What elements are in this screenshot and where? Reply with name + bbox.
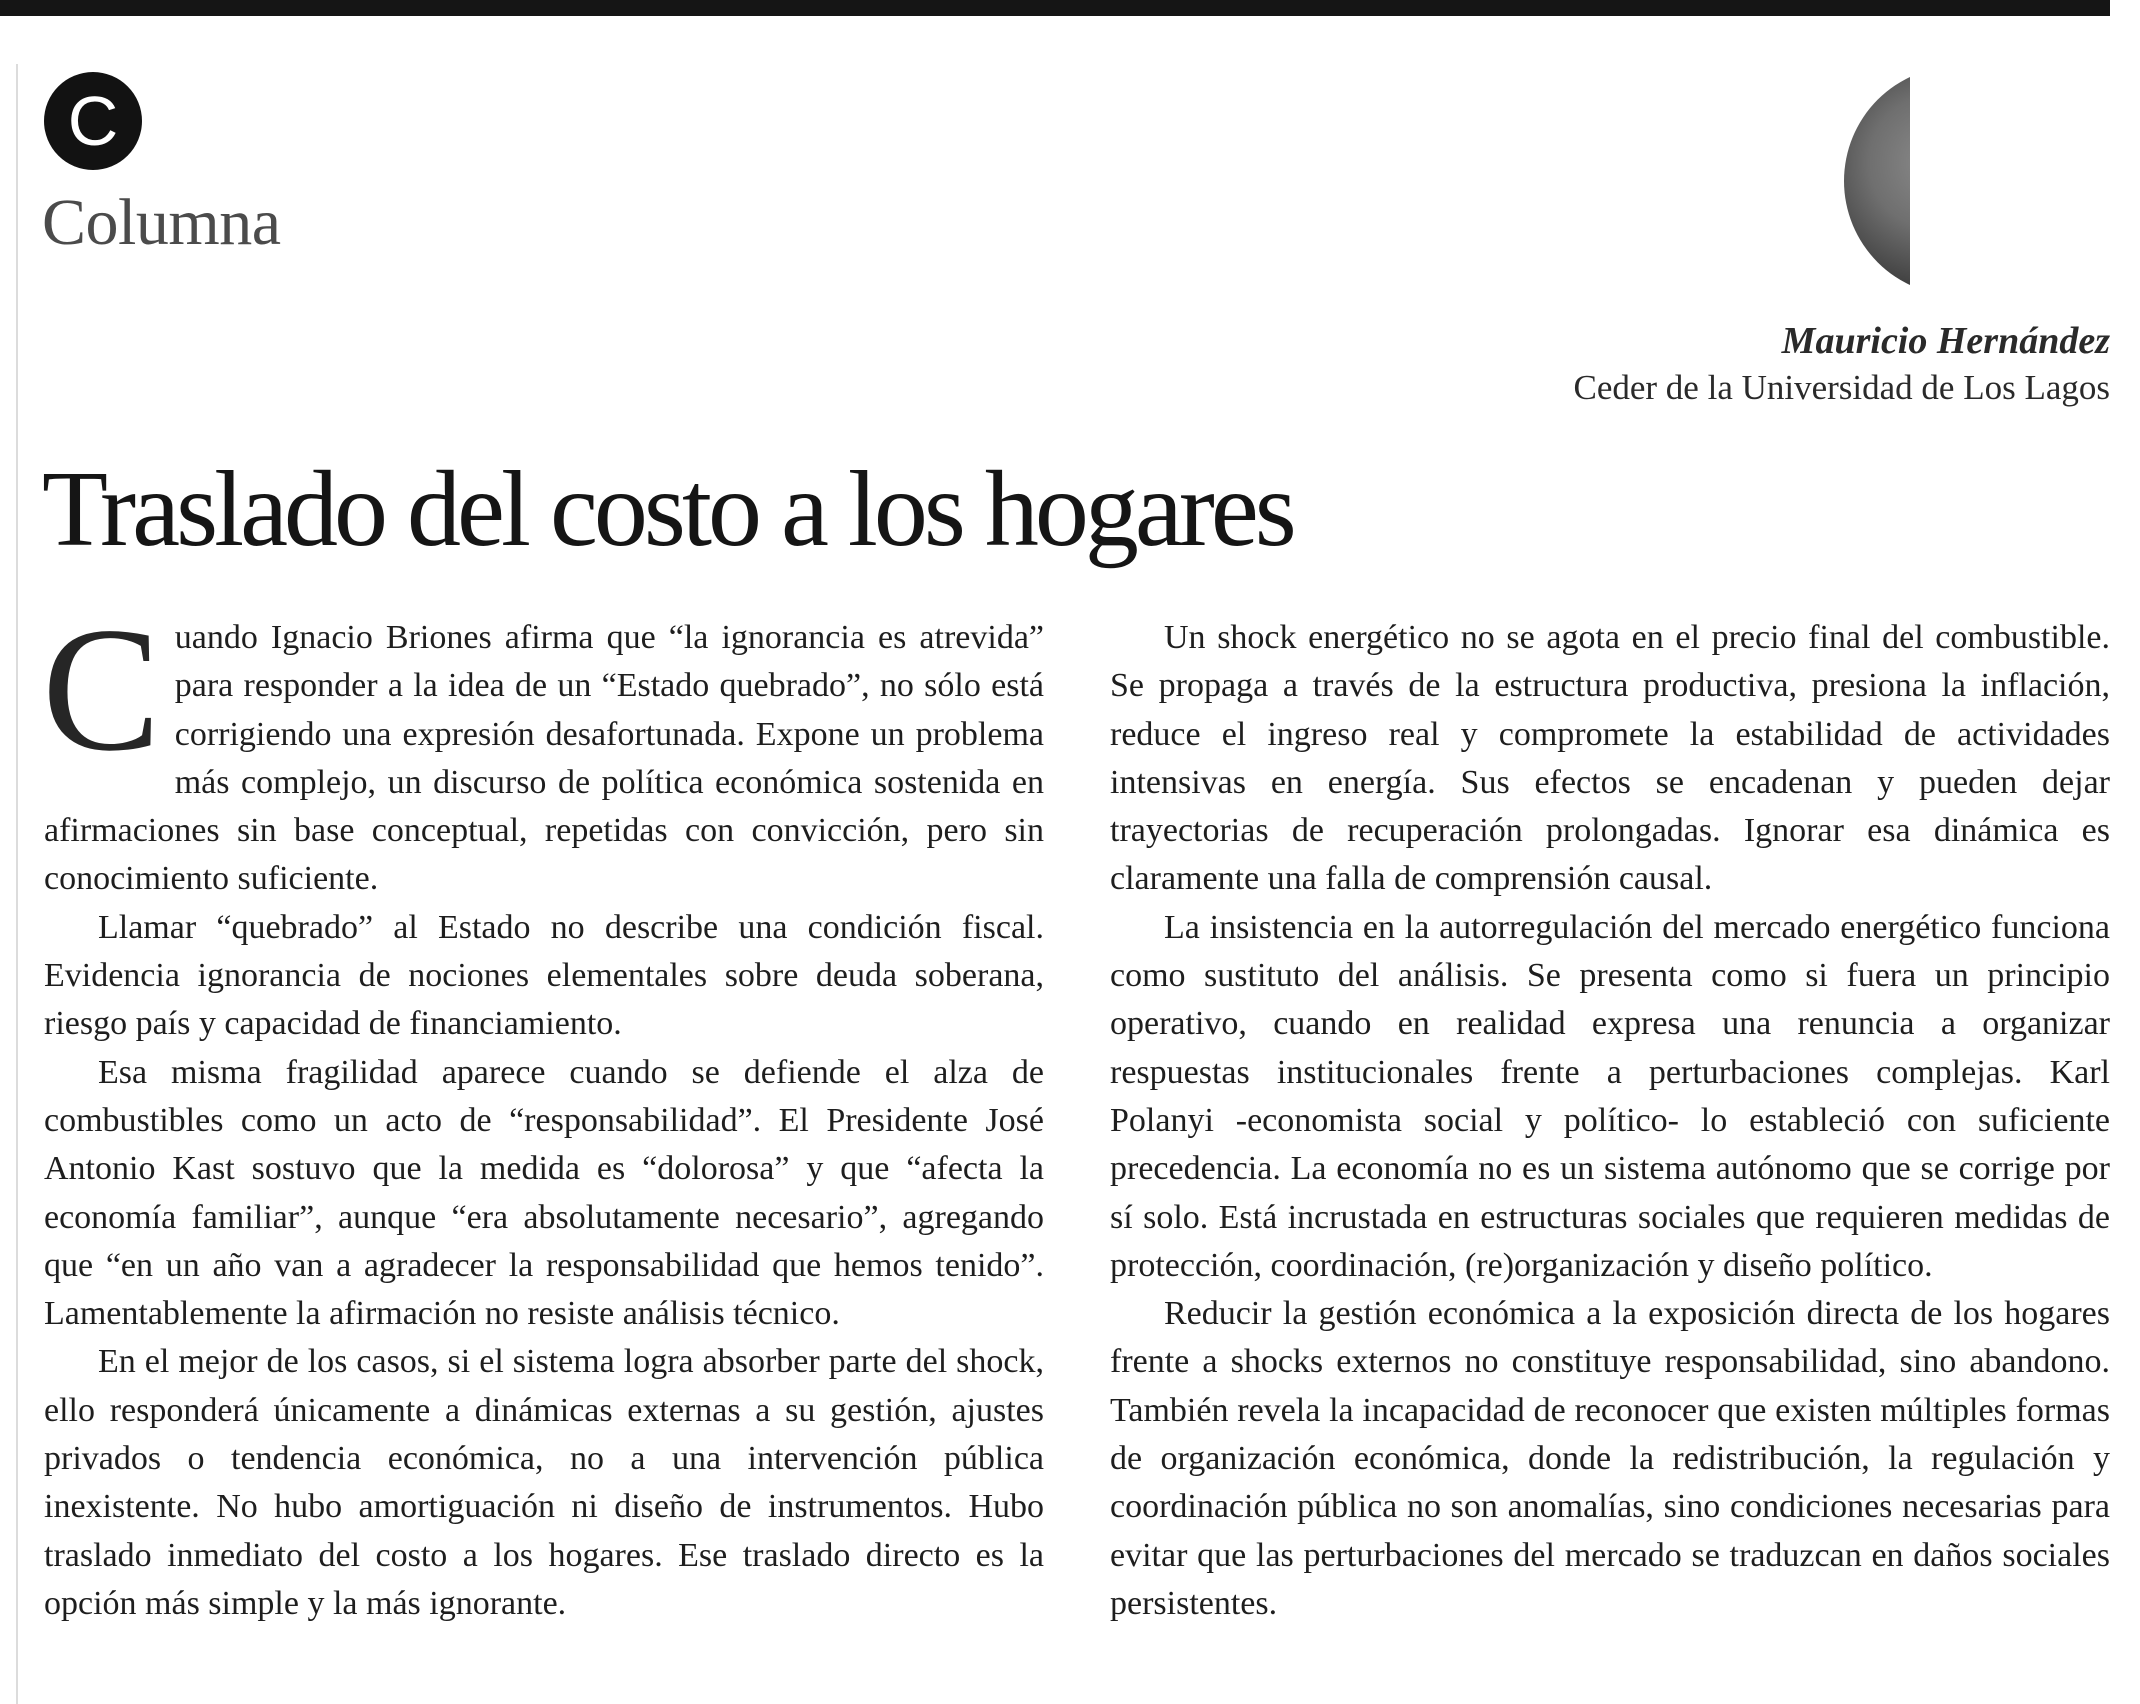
paragraph-text: uando Ignacio Briones afirma que “la ignorancia es atrevida” para responder a la idea de un “Estado quebrado”, no sólo está corrigiendo una expresión desafortunada. Expone un problema más complejo, un discurso de política económica sostenida en afirmaciones sin base conceptual, repetidas con convicción, pero sin conocimiento suficiente.	[44, 619, 1044, 898]
drop-cap: C	[42, 590, 161, 788]
byline	[1573, 318, 2110, 412]
article-paragraph: La insistencia en la autorregulación del mercado energético funciona como sustituto del análisis. Se presenta como si fuera un principio operativo, cuando en realidad expresa una renuncia a organizar respuestas institucionales frente a perturbaciones complejas. Karl Polanyi -economista social y político- lo estableció con suficiente precedencia. La economía no es un sistema autónomo que se corrige por sí solo. Está incrustada en estructuras sociales que requieren medidas de protección, coordinación, (re)organización y diseño político.	[1110, 908, 2110, 1284]
article-paragraph: En el mejor de los casos, si el sistema logra absorber parte del shock, ello responderá únicamente a dinámicas externas a su gestión, ajustes privados o tendencia económica, no a una intervención pública inexistente. No hubo amortiguación ni diseño de instrumentos. Hubo traslado inmediato del costo a los hogares. Ese traslado directo es la opción más simple y la más ignorante.	[44, 1343, 1044, 1622]
article-paragraph: Reducir la gestión económica a la exposición directa de los hogares frente a shocks externos no constituye responsabilidad, sino abandono. También revela la incapacidad de reconocer que existen múltiples formas de organización económica, donde la redistribución, la regulación y coordinación pública no son anomalías, sino condiciones necesarias para evitar que las perturbaciones del mercado se traduzcan en daños sociales persistentes.	[1110, 1295, 2110, 1622]
article-column-left	[42, 590, 1044, 1628]
author-affiliation: Ceder de la Universidad de Los Lagos	[1573, 368, 2110, 407]
article-paragraph: Llamar “quebrado” al Estado no describe una condición fiscal. Evidencia ignorancia de nociones elementales sobre deuda soberana, riesgo país y capacidad de financiamiento.	[44, 908, 1044, 1043]
article-title: Traslado del costo a los hogares	[42, 450, 1293, 569]
author-photo	[1844, 66, 1910, 296]
author-photo-image	[1844, 66, 1910, 296]
section-badge-icon: C	[44, 72, 142, 170]
article-column-right	[1110, 614, 2110, 1628]
author-name: Mauricio Hernández	[1781, 320, 2110, 362]
article-paragraph: Un shock energético no se agota en el precio final del combustible. Se propaga a través de la estructura productiva, presiona la inflación, reduce el ingreso real y compromete la estabilidad de actividades intensivas en energía. Sus efectos se encadenan y pueden dejar trayectorias de recuperación prolongadas. Ignorar esa dinámica es claramente una falla de comprensión causal.	[1110, 619, 2110, 898]
article-paragraph	[42, 590, 1044, 904]
section-label: Columna	[42, 186, 281, 259]
top-rule	[0, 0, 2110, 16]
article-paragraph: Esa misma fragilidad aparece cuando se defiende el alza de combustibles como un acto de “responsabilidad”. El Presidente José Antonio Kast sostuvo que la medida es “dolorosa” y que “afecta la economía familiar”, aunque “era absolutamente necesario”, agregando que “en un año van a agradecer la responsabilidad que hemos tenido”. Lamentablemente la afirmación no resiste análisis técnico.	[44, 1053, 1044, 1333]
left-margin-rule	[16, 64, 18, 1704]
